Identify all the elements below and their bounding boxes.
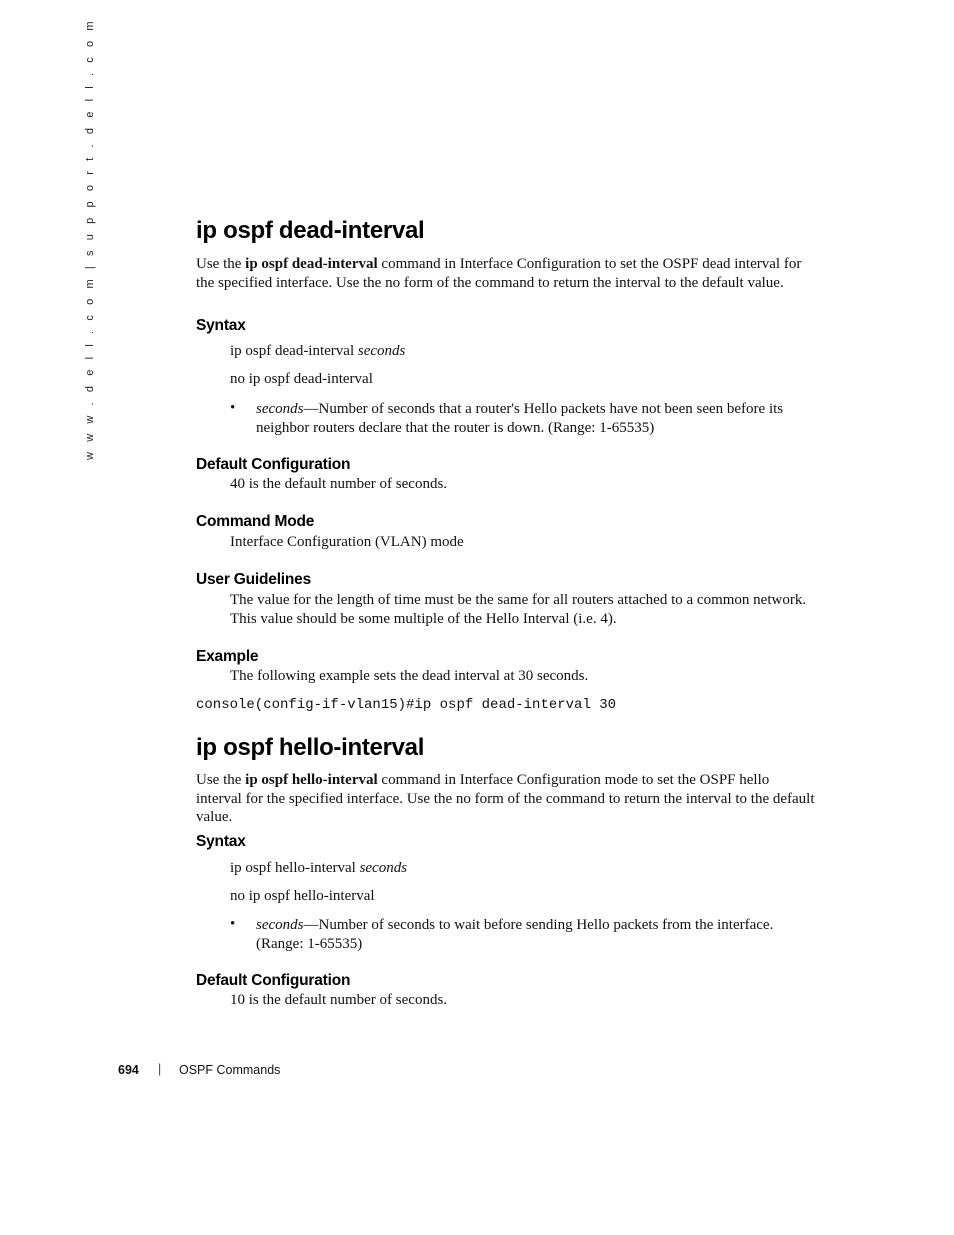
user-guidelines-text: The value for the length of time must be the same for all routers attached to a common network. This value should be some multiple of the Hello Interval (i.e. 4). (230, 592, 807, 627)
parameter-description: seconds—Number of seconds to wait before sending Hello packets from the interface. (Range: 1-65535) (256, 917, 774, 952)
section-title-hello-interval: ip ospf hello-interval (196, 734, 425, 761)
syntax-heading: Syntax (196, 833, 246, 850)
bullet-dot: • (230, 400, 236, 416)
command-mode-heading: Command Mode (196, 513, 315, 530)
example-heading: Example (196, 648, 259, 665)
parameter-description: seconds—Number of seconds that a router's Hello packets have not been seen before its neighbor routers declare that the router is down. (Range: 1-65535) (256, 401, 784, 436)
syntax-line: ip ospf hello-interval seconds (230, 860, 408, 876)
syntax-heading: Syntax (196, 317, 246, 334)
default-config-heading: Default Configuration (196, 456, 351, 473)
command-mode-text: Interface Configuration (VLAN) mode (230, 534, 464, 550)
default-config-text: 10 is the default number of seconds. (230, 992, 448, 1008)
syntax-line: ip ospf dead-interval seconds (230, 343, 406, 359)
page-number: 694 (118, 1063, 139, 1077)
default-config-text: 40 is the default number of seconds. (230, 476, 448, 492)
syntax-param: seconds (357, 343, 406, 359)
command-name: ip ospf dead-interval (245, 256, 378, 272)
section-title-dead-interval: ip ospf dead-interval (196, 217, 425, 244)
chapter-title: OSPF Commands (179, 1063, 281, 1077)
bullet-dot: • (230, 916, 236, 932)
section-intro: Use the ip ospf hello-interval command in Interface Configuration mode to set the OSPF hello interval for the specified interface. Use the no form of the command to return the interval to the default value. (196, 772, 815, 825)
syntax-no-line: no ip ospf hello-interval (230, 888, 375, 904)
example-text: The following example sets the dead interval at 30 seconds. (230, 668, 589, 684)
section-intro: Use the ip ospf dead-interval command in Interface Configuration to set the OSPF dead interval for the specified interface. Use the no form of the command to return the interval to the default value. (196, 256, 802, 291)
user-guidelines-heading: User Guidelines (196, 571, 312, 588)
syntax-no-line: no ip ospf dead-interval (230, 371, 373, 387)
example-code: console(config-if-vlan15)#ip ospf dead-interval 30 (196, 697, 617, 713)
side-url: w w w . d e l l . c o m | s u p p o r t . d e l l . c o m (84, 17, 96, 460)
syntax-param: seconds (359, 860, 408, 876)
default-config-heading: Default Configuration (196, 972, 351, 989)
footer-separator: | (158, 1062, 162, 1076)
command-name: ip ospf hello-interval (245, 772, 378, 788)
